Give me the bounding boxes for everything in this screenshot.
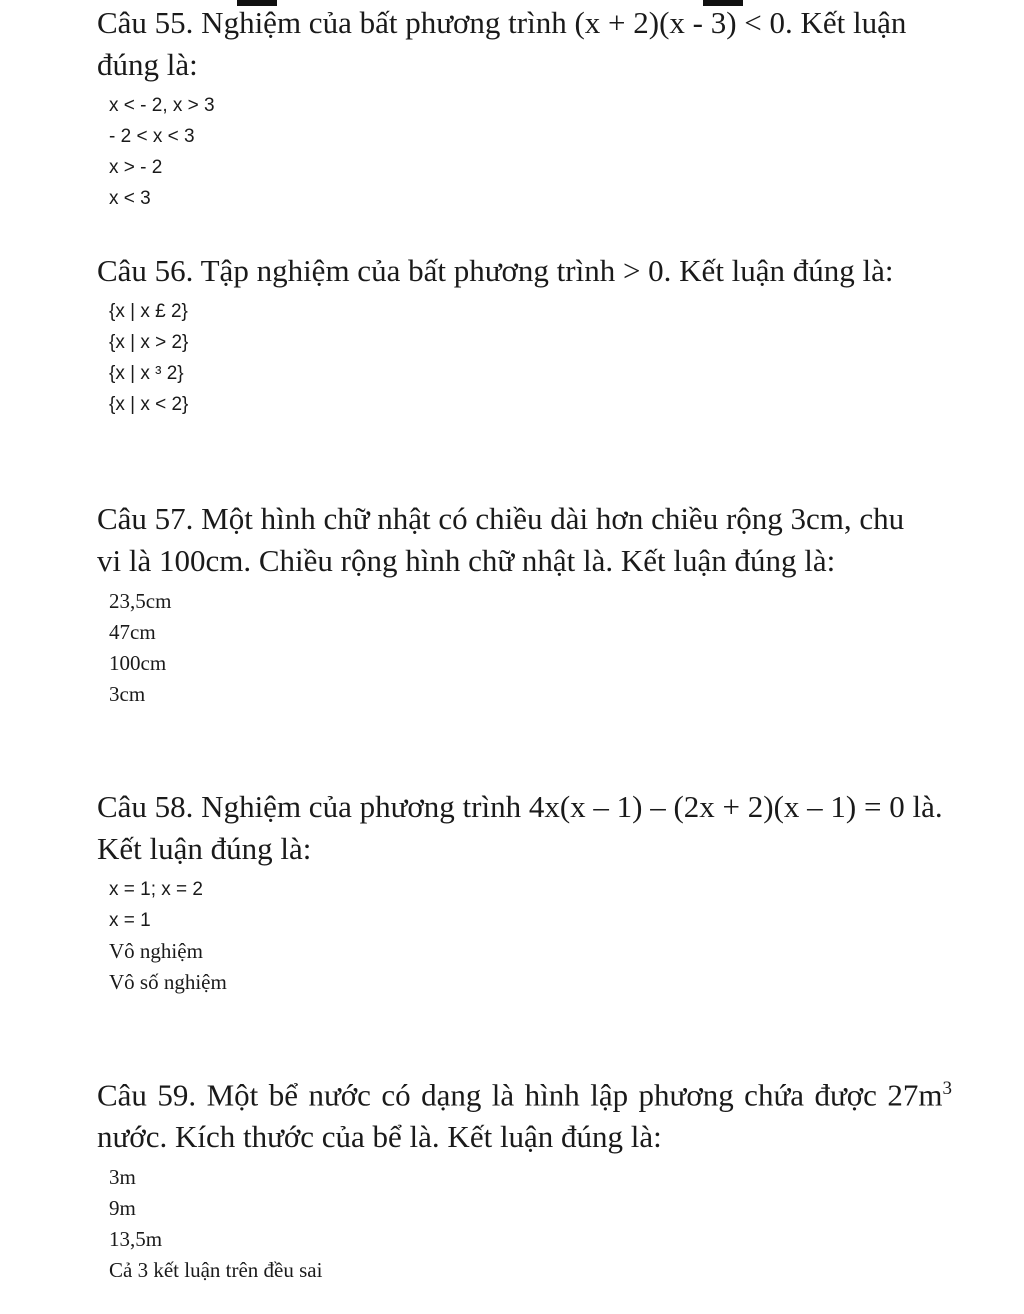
question-56 xyxy=(97,250,907,420)
question-56-stem: Câu 56. Tập nghiệm của bất phương trình > 0. Kết luận đúng là: xyxy=(97,253,894,288)
question-55-stem: Câu 55. Nghiệm của bất phương trình (x + 2)(x - 3) < 0. Kết luận đúng là: xyxy=(97,5,907,82)
answer-option[interactable]: 23,5cm xyxy=(109,589,172,613)
answer-option[interactable]: 9m xyxy=(109,1196,136,1221)
answer-option[interactable]: {x | x ³ 2} xyxy=(109,363,184,384)
answer-option[interactable]: x < - 2, x > 3 xyxy=(109,95,215,116)
answer-option[interactable]: - 2 < x < 3 xyxy=(109,126,195,147)
question-55-options xyxy=(97,90,917,214)
question-58-options xyxy=(97,874,947,998)
answer-option[interactable]: {x | x £ 2} xyxy=(109,301,188,322)
answer-option[interactable]: {x | x < 2} xyxy=(109,394,189,415)
question-59-options xyxy=(97,1162,952,1286)
answer-option[interactable]: x = 1; x = 2 xyxy=(109,879,203,900)
superscript: 3 xyxy=(942,1078,952,1099)
question-57 xyxy=(97,498,912,710)
question-59 xyxy=(97,1068,952,1286)
answer-option[interactable]: 47cm xyxy=(109,620,156,644)
answer-option[interactable]: {x | x > 2} xyxy=(109,332,189,353)
question-56-options xyxy=(97,296,907,420)
answer-option[interactable]: 13,5m xyxy=(109,1227,163,1252)
answer-option[interactable]: x < 3 xyxy=(109,188,151,209)
answer-option[interactable]: x > - 2 xyxy=(109,157,163,178)
answer-option[interactable]: 100cm xyxy=(109,651,167,675)
answer-option[interactable]: Vô nghiệm xyxy=(109,939,203,963)
answer-option[interactable]: Vô số nghiệm xyxy=(109,970,227,994)
question-59-stem-text: Câu 59. Một bể nước có dạng là hình lập phương chứa được 27m xyxy=(97,1077,943,1113)
question-58 xyxy=(97,786,947,998)
answer-option[interactable]: 3m xyxy=(109,1165,136,1190)
answer-option[interactable]: Cả 3 kết luận trên đều sai xyxy=(109,1258,323,1283)
question-57-stem: Câu 57. Một hình chữ nhật có chiều dài hơn chiều rộng 3cm, chu vi là 100cm. Chiều rộng hình chữ nhật là. Kết luận đúng là: xyxy=(97,501,905,578)
question-59-stem-tail: nước. Kích thước của bể là. Kết luận đúng là: xyxy=(97,1119,662,1155)
question-58-stem: Câu 58. Nghiệm của phương trình 4x(x – 1) – (2x + 2)(x – 1) = 0 là. Kết luận đúng là: xyxy=(97,789,943,866)
question-59-stem xyxy=(97,1068,952,1158)
question-57-options xyxy=(97,586,912,710)
answer-option[interactable]: 3cm xyxy=(109,682,146,706)
answer-option[interactable]: x = 1 xyxy=(109,910,151,931)
question-55 xyxy=(97,2,917,214)
